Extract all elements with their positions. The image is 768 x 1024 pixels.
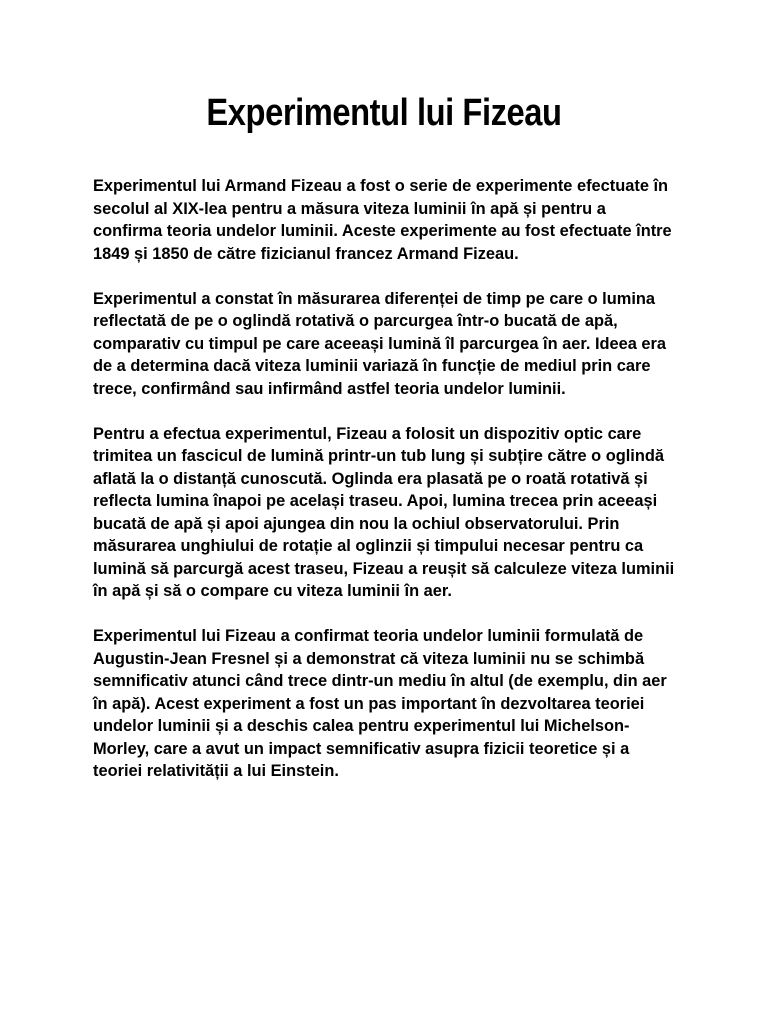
document-body bbox=[93, 175, 679, 805]
paragraph-method: Experimentul a constat în măsurarea diferenței de timp pe care o lumina reflectată de pe o oglindă rotativă o parcurgea într-o bucată de apă, comparativ cu timpul pe care aceeași lumină îl parcurgea în aer. Ideea era de a determina dacă viteza luminii variază în funcție de mediul prin care trece, confirmând sau infirmând astfel teoria undelor luminii. bbox=[93, 289, 667, 398]
paragraph-conclusion: Experimentul lui Fizeau a confirmat teoria undelor luminii formulată de Augustin-Jean Fresnel și a demonstrat că viteza luminii nu se schimbă semnificativ atunci când trece dintr-un mediu în altul (de exemplu, din aer în apă). Acest experiment a fost un pas important în dezvoltarea teoriei undelor luminii și a deschis calea pentru experimentul lui Michelson-Morley, care a avut un impact semnificativ asupra fizicii teoretice și a teoriei relativității a lui Einstein. bbox=[93, 627, 667, 780]
paragraph-intro: Experimentul lui Armand Fizeau a fost o serie de experimente efectuate în secolul al XIX-lea pentru a măsura viteza luminii în apă și pentru a confirma teoria undelor luminii. Aceste experimente au fost efectuate între 1849 și 1850 de către fizicianul francez Armand Fizeau. bbox=[93, 177, 672, 263]
document-title: Experimentul lui Fizeau bbox=[206, 92, 562, 134]
paragraph-apparatus: Pentru a efectua experimentul, Fizeau a folosit un dispozitiv optic care trimitea un fascicul de lumină printr-un tub lung și subțire către o oglindă aflată la o distanță cunoscută. Oglinda era plasată pe o roată rotativă și reflecta lumina înapoi pe același traseu. Apoi, lumina trecea prin aceeași bucată de apă și apoi ajungea din nou la ochiul observatorului. Prin măsurarea unghiului de rotație al oglinzii și timpului necesar pentru ca lumină să parcurgă acest traseu, Fizeau a reușit să calculeze viteza luminii în apă și să o compare cu viteza luminii în aer. bbox=[93, 424, 675, 600]
